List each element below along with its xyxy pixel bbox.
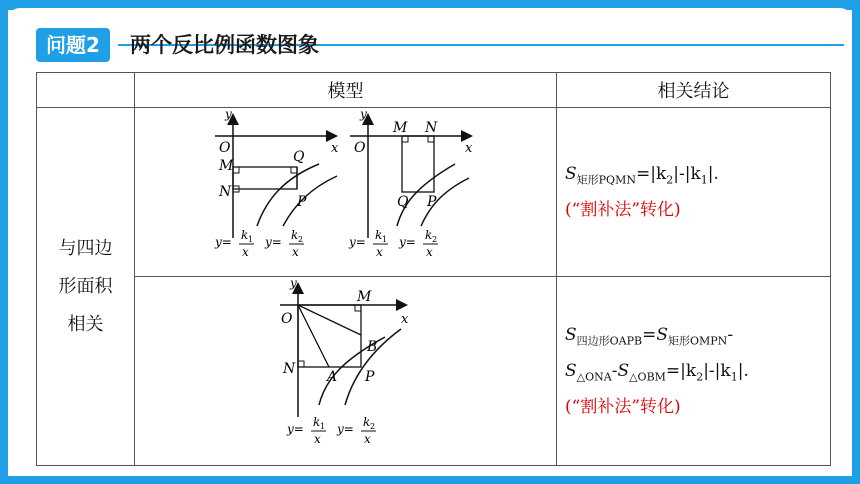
func1-sub: 1 [382,235,388,244]
x-axis-label: x [465,141,473,156]
func1-num: k [313,415,321,429]
y-axis-label: y [360,108,367,121]
func2-num: k [425,228,433,242]
func2-num: k [291,228,299,242]
area-subscript: △ONA [576,370,612,384]
right-angle-mark [233,167,239,173]
point-P-label: P [297,194,307,210]
diagram-2 [348,108,473,259]
area-symbol: S [565,324,577,345]
conclusion-cell-1 [557,108,831,277]
formula-part: =S [642,324,668,345]
diagram-1 [213,108,345,259]
point-A-label: A [327,369,338,385]
k2-subscript: 2 [666,173,674,187]
segment-OB [298,305,361,335]
point-N-label: N [425,120,438,136]
page-title: 两个反比例函数图象 [130,33,319,57]
point-N-label: N [219,184,232,200]
point-N-label: N [283,361,296,377]
diagram-cell-1 [135,108,557,277]
formula-part: |-|k [703,361,731,381]
row-label [37,108,135,466]
diagram-3 [135,277,555,461]
column-header-model: 模型 [135,73,557,108]
point-Q-label: Q [397,194,409,210]
conclusion-cell-2 [557,277,831,466]
frame-right [852,0,860,484]
func2-sub: 2 [370,422,376,431]
row-label-line: 形面积 [58,275,113,297]
rectangle-vertical [402,136,434,192]
diagrams-row1 [135,108,555,272]
row-label-line: 相关 [67,313,104,335]
func1-prefix: y= [349,235,366,249]
func1-sub: 1 [248,235,254,244]
formula-part: =|k [635,163,667,184]
formula-part: - [727,324,734,345]
k1-subscript: 1 [700,173,708,187]
area-subscript: 四边形OAPB [576,334,643,347]
point-M-label: M [219,158,234,174]
column-header-conclusion: 相关结论 [557,73,831,108]
curve-k2 [283,176,337,226]
conclusion-formula-2b [565,356,830,392]
point-P-label: P [365,369,375,385]
y-axis-label: y [225,108,232,121]
right-angle-mark [355,305,361,311]
func1-den: x [314,432,321,446]
formula-part: -S [611,361,630,381]
origin-label: O [219,140,231,156]
point-Q-label: Q [293,149,305,165]
func2-prefix: y= [399,235,416,249]
point-M-label: M [393,120,408,136]
question-badge: 问题2 [36,28,110,62]
area-symbol: S [565,163,577,184]
header-empty-cell [37,73,135,108]
func1-prefix: y= [287,422,304,436]
func1-den: x [242,245,249,259]
right-angle-mark [298,361,304,367]
point-M-label: M [357,289,372,305]
func1-prefix: y= [215,235,232,249]
k1-subscript: 1 [730,370,738,384]
func2-num: k [363,415,371,429]
x-axis-label: x [401,312,409,327]
right-angle-mark [428,136,434,142]
frame-bottom [0,476,860,484]
rectangle-upper [233,167,297,189]
func2-sub: 2 [432,235,438,244]
func2-den: x [426,245,433,259]
right-angle-mark [291,167,297,173]
origin-label: O [354,140,366,156]
point-P-label: P [427,194,437,210]
table-header-row [37,73,831,108]
area-symbol: S [565,361,577,381]
origin-label: O [281,311,293,327]
formula-part: =|k [665,361,697,381]
area-subscript: 矩形PQMN [576,173,636,187]
method-note: (“割补法”转化) [565,200,681,221]
func1-sub: 1 [320,422,326,431]
formula-end: |. [707,163,719,184]
model-table [36,72,831,466]
func1-den: x [376,245,383,259]
func2-den: x [292,245,299,259]
formula-part: |-|k [673,163,701,184]
table-row [37,277,831,466]
right-angle-mark [402,136,408,142]
y-axis-label: y [290,277,297,290]
area-subscript: △OBM [629,370,666,384]
conclusion-formula-2a [565,320,830,356]
func2-prefix: y= [265,235,282,249]
conclusion-formula-1 [565,159,830,195]
func1-num: k [241,228,249,242]
area-subscript: 矩形OMPN [668,334,728,347]
func2-prefix: y= [337,422,354,436]
formula-end: |. [737,361,749,381]
x-axis-label: x [331,141,339,156]
method-note: (“割补法”转化) [565,397,681,418]
func1-num: k [375,228,383,242]
func2-sub: 2 [298,235,304,244]
k2-subscript: 2 [696,370,704,384]
table-row [37,108,831,277]
func2-den: x [364,432,371,446]
diagram-cell-2 [135,277,557,466]
row-label-line: 与四边 [58,237,113,259]
segment-OA [298,305,329,367]
point-B-label: B [367,339,378,355]
frame-left [0,0,8,484]
